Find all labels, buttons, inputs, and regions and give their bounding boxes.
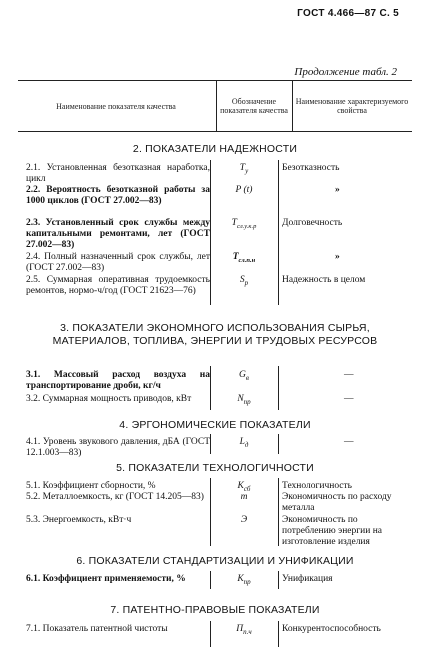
section-title: 3. ПОКАЗАТЕЛИ ЭКОНОМНОГО ИСПОЛЬЗОВАНИЯ СЫРЬЯ, МАТЕРИАЛОВ, ТОПЛИВА, ЭНЕРГИИ И ТРУДОВЫХ РЕСУРСОВ (52, 322, 378, 347)
indicator-name: 5.3. Энергоемкость, кВт·ч (26, 515, 132, 525)
indicator-property: — (344, 370, 354, 380)
indicator-property: » (335, 252, 340, 262)
column-header-name: Наименование показателя качества (56, 101, 176, 111)
column-divider (278, 434, 279, 454)
indicator-property: Технологичность (282, 481, 353, 491)
indicator-designation: $П_{п.ч}$ (236, 624, 252, 636)
indicator-name: 2.2. Вероятность безотказной работы за 1000 циклов (ГОСТ 27.002—83) (26, 185, 210, 206)
indicator-property: Надежность в целом (282, 275, 366, 285)
indicator-name: 2.1. Установленная безотказная наработка, цикл (26, 163, 210, 184)
column-divider (278, 160, 279, 305)
column-divider (210, 434, 211, 454)
indicator-name: 2.5. Суммарная оперативная трудоемкость ремонтов, нормо-ч/год (ГОСТ 21623—76) (26, 275, 210, 296)
indicator-property: Безотказность (282, 163, 340, 173)
column-divider (210, 571, 211, 589)
indicator-property: Долговечность (282, 218, 343, 228)
column-divider (278, 621, 279, 647)
indicator-name: 6.1. Коэффициент применяемости, % (26, 574, 186, 584)
indicator-designation: P (t) (235, 185, 253, 195)
column-divider (210, 478, 211, 546)
indicator-designation: Э (240, 515, 248, 525)
indicator-name: 3.1. Массовый расход воздуха на транспортирование дроби, кг/ч (26, 370, 210, 391)
indicator-designation: $K_{сб}$ (237, 481, 251, 493)
indicator-name: 2.3. Установленный срок службы между капитальными ремонтами, лет (ГОСТ 27.002—83) (26, 218, 210, 250)
indicator-designation: $T_{сл.у.к.р}$ (231, 218, 257, 230)
indicator-property: Экономичность по расходу металла (282, 492, 392, 513)
page-header-ref: ГОСТ 4.466—87 С. 5 (297, 8, 399, 19)
column-divider (210, 366, 211, 410)
indicator-property: — (344, 437, 354, 447)
indicator-name: 5.2. Металлоемкость, кг (ГОСТ 14.205—83) (26, 492, 204, 502)
table-continuation-label: Продолжение табл. 2 (294, 66, 397, 78)
indicator-name: 3.2. Суммарная мощность приводов, кВт (26, 394, 192, 404)
indicator-designation: $G_в$ (239, 370, 249, 382)
indicator-designation: $S_р$ (239, 275, 249, 287)
indicator-property: — (344, 394, 354, 404)
section-title: 2. ПОКАЗАТЕЛИ НАДЕЖНОСТИ (132, 143, 298, 155)
column-divider (210, 160, 211, 305)
indicator-designation: $T_{сл.п.н}$ (232, 252, 256, 264)
indicator-name: 5.1. Коэффициент сборности, % (26, 481, 156, 491)
indicator-designation: $L_д$ (239, 437, 249, 449)
section-title: 4. ЭРГОНОМИЧЕСКИЕ ПОКАЗАТЕЛИ (119, 419, 311, 431)
section-title: 6. ПОКАЗАТЕЛИ СТАНДАРТИЗАЦИИ И УНИФИКАЦИИ (76, 555, 354, 567)
indicator-property: Унификация (282, 574, 333, 584)
column-divider (278, 571, 279, 589)
column-header-property: Наименование характеризуемого свойства (292, 81, 411, 131)
column-divider (210, 621, 211, 647)
column-header-designation: Обозначение показателя качества (216, 81, 291, 131)
indicator-property: » (335, 185, 340, 195)
indicator-property: Экономичность по потреблению энергии на изготовление изделия (282, 515, 383, 547)
indicator-name: 7.1. Показатель патентной чистоты (26, 624, 168, 634)
section-title: 5. ПОКАЗАТЕЛИ ТЕХНОЛОГИЧНОСТИ (116, 462, 314, 474)
section-title: 7. ПАТЕНТНО-ПРАВОВЫЕ ПОКАЗАТЕЛИ (110, 604, 320, 616)
indicator-name: 4.1. Уровень звукового давления, дБА (ГОСТ 12.1.003—83) (26, 437, 210, 458)
indicator-designation: $T_у$ (239, 163, 249, 175)
indicator-designation: $N_{пр}$ (237, 394, 251, 406)
column-divider (278, 478, 279, 546)
column-divider (278, 366, 279, 410)
table-header (18, 80, 412, 132)
indicator-property: Конкурентоспособность (282, 624, 381, 634)
indicator-name: 2.4. Полный назначенный срок службы, лет (ГОСТ 27.002—83) (26, 252, 210, 273)
indicator-designation: m (240, 492, 248, 502)
indicator-designation: $K_{пр}$ (237, 574, 251, 586)
